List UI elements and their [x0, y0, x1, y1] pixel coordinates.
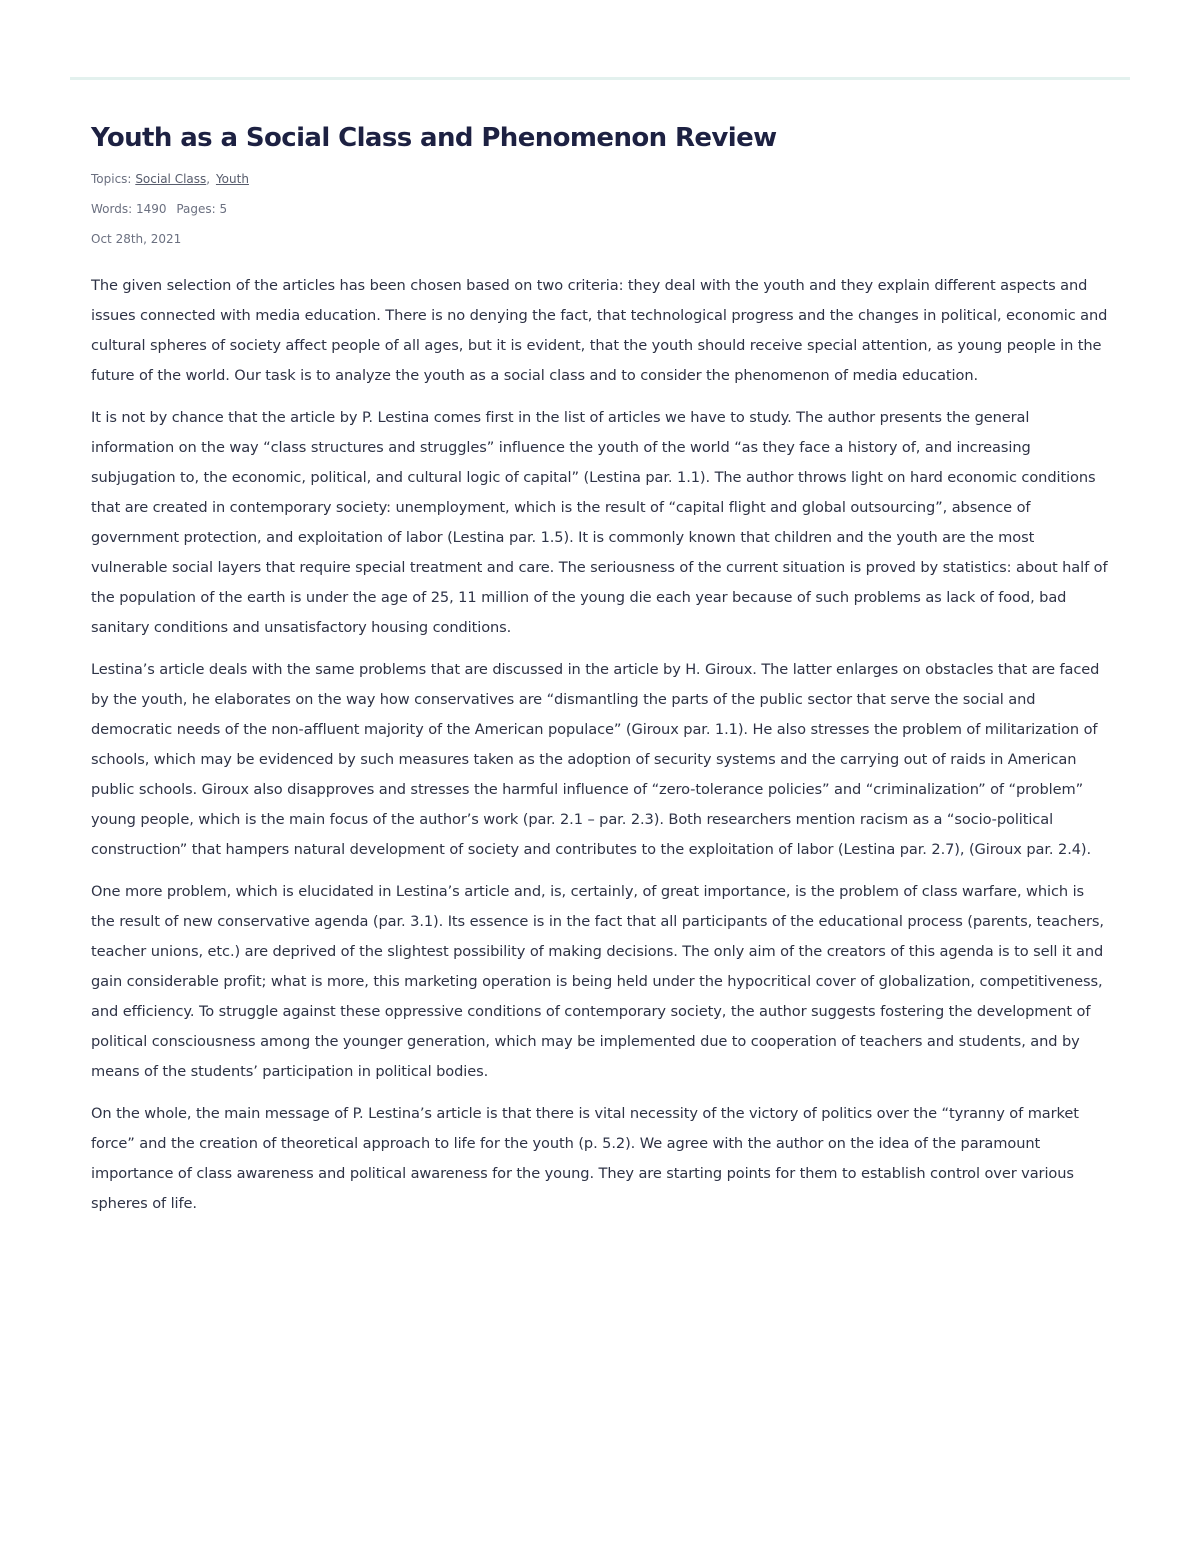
topics-line	[91, 171, 1111, 187]
essay-body	[91, 271, 1111, 1219]
page-title: Youth as a Social Class and Phenomenon Review	[91, 123, 777, 153]
word-page-counts	[91, 201, 1111, 217]
essay-article	[91, 120, 1111, 1231]
paragraph: One more problem, which is elucidated in Lestina’s article and, is, certainly, of great importance, is the problem of class warfare, which is the result of new conservative agenda (par. 3.1). Its essence is in the fact that all participants of the educational process (parents, teachers, teacher unions, etc.) are deprived of the slightest possibility of making decisions. The only aim of the creators of this agenda is to sell it and gain considerable profit; what is more, this marketing operation is being held under the hypocritical cover of globalization, competitiveness, and efficiency. To struggle against these oppressive conditions of contemporary society, the author suggests fostering the development of political consciousness among the younger generation, which may be implemented due to cooperation of teachers and students, and by means of the students’ participation in political bodies.	[91, 883, 1104, 1080]
topic-link-youth[interactable]: Youth	[215, 172, 249, 186]
words-label: Words:	[91, 202, 133, 216]
topics-separator: ,	[206, 172, 211, 186]
paragraph: The given selection of the articles has been chosen based on two criteria: they deal with the youth and they explain different aspects and issues connected with media education. There is no denying the fact, that technological progress and the changes in political, economic and cultural spheres of society affect people of all ages, but it is evident, that the youth should receive special attention, as young people in the future of the world. Our task is to analyze the youth as a social class and to consider the phenomenon of media education.	[91, 277, 1108, 384]
paragraph: On the whole, the main message of P. Lestina’s article is that there is vital necessity of the victory of politics over the “tyranny of market force” and the creation of theoretical approach to life for the youth (p. 5.2). We agree with the author on the idea of the paramount importance of class awareness and political awareness for the young. They are starting points for them to establish control over various spheres of life.	[91, 1105, 1079, 1212]
pages-label: Pages:	[176, 202, 216, 216]
words-value: 1490	[135, 202, 167, 216]
paragraph: It is not by chance that the article by P. Lestina comes first in the list of articles we have to study. The author presents the general information on the way “class structures and struggles” influence the youth of the world “as they face a history of, and increasing subjugation to, the economic, political, and cultural logic of capital” (Lestina par. 1.1). The author throws light on hard economic conditions that are created in contemporary society: unemployment, which is the result of “capital flight and global outsourcing”, absence of government protection, and exploitation of labor (Lestina par. 1.5). It is commonly known that children and the youth are the most vulnerable social layers that require special treatment and care. The seriousness of the current situation is proved by statistics: about half of the population of the earth is under the age of 25, 11 million of the young die each year because of such problems as lack of food, bad sanitary conditions and unsatisfactory housing conditions.	[91, 409, 1108, 636]
topics-label: Topics:	[91, 172, 132, 186]
header-divider	[70, 77, 1130, 80]
paragraph: Lestina’s article deals with the same problems that are discussed in the article by H. Giroux. The latter enlarges on obstacles that are faced by the youth, he elaborates on the way how conservatives are “dismantling the parts of the public sector that serve the social and democratic needs of the non-affluent majority of the American populace” (Giroux par. 1.1). He also stresses the problem of militarization of schools, which may be evidenced by such measures taken as the adoption of security systems and the carrying out of raids in American public schools. Giroux also disapproves and stresses the harmful influence of “zero-tolerance policies” and “criminalization” of “problem” young people, which is the main focus of the author’s work (par. 2.1 – par. 2.3). Both researchers mention racism as a “socio-political construction” that hampers natural development of society and contributes to the exploitation of labor (Lestina par. 2.7), (Giroux par. 2.4).	[91, 661, 1100, 858]
topic-link-social-class[interactable]: Social Class	[135, 172, 207, 186]
publish-date: Oct 28th, 2021	[91, 232, 182, 246]
pages-value: 5	[219, 202, 228, 216]
